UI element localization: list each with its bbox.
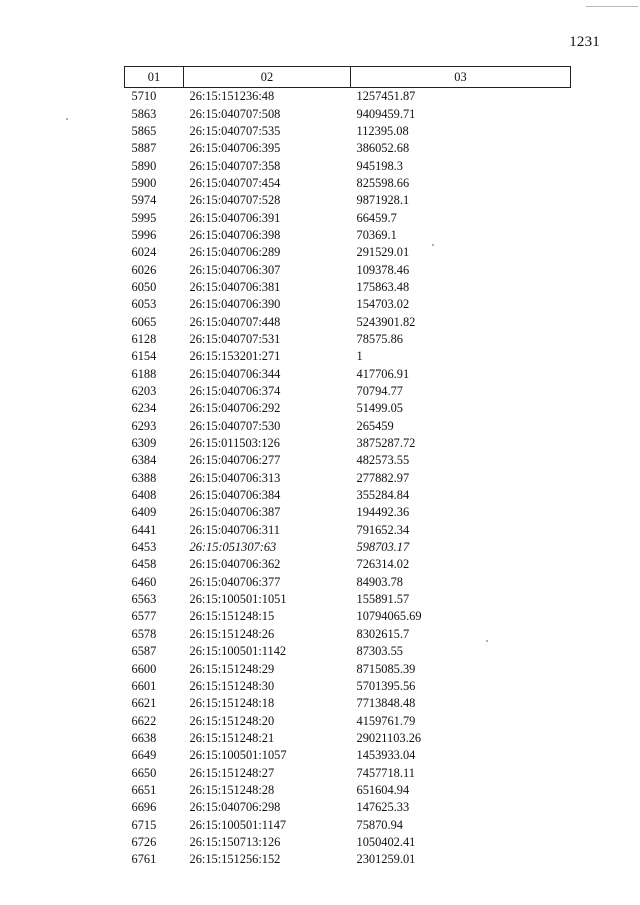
table-row [125, 470, 571, 487]
cell-number: 6409 [131, 505, 157, 520]
cell-cadastral-code: 26:15:150713:126 [189, 834, 281, 849]
cell-number: 6065 [131, 314, 157, 329]
cell-cadastral-code: 26:15:151248:27 [189, 765, 275, 780]
cell-cadastral-code: 26:15:051307:63 [189, 540, 277, 555]
cell-cadastral-code: 26:15:151248:15 [189, 609, 275, 624]
cell-value: 482573.55 [356, 453, 410, 468]
table-row [125, 851, 571, 868]
table-row [125, 730, 571, 747]
cell-cadastral-code: 26:15:100501:1147 [189, 817, 287, 832]
cell-value: 78575.86 [356, 331, 403, 346]
cell-number: 5887 [131, 141, 157, 156]
cell-cadastral-code: 26:15:040706:277 [189, 453, 281, 468]
cell-value: 70369.1 [356, 227, 397, 242]
scan-speck [486, 640, 488, 642]
cell-value: 291529.01 [356, 245, 410, 260]
cell-value: 9409459.71 [356, 106, 416, 121]
cell-number: 6622 [131, 713, 157, 728]
cell-number: 6577 [131, 609, 157, 624]
cell-cadastral-code: 26:15:151248:28 [189, 782, 275, 797]
cell-cadastral-code: 26:15:040707:531 [189, 331, 281, 346]
cell-cadastral-code: 26:15:011503:126 [189, 436, 280, 451]
table-row [125, 192, 571, 209]
table-body [125, 88, 571, 869]
cell-cadastral-code: 26:15:040706:311 [189, 522, 280, 537]
cell-cadastral-code: 26:15:153201:271 [189, 349, 281, 364]
table-row [125, 88, 571, 106]
cell-value: 84903.78 [356, 574, 403, 589]
cell-number: 6458 [131, 557, 157, 572]
table-row [125, 313, 571, 330]
cell-number: 6696 [131, 800, 157, 815]
table-row [125, 556, 571, 573]
cell-number: 5900 [131, 175, 157, 190]
cell-number: 6128 [131, 331, 157, 346]
cell-value: 154703.02 [356, 297, 410, 312]
table-row [125, 695, 571, 712]
table-row [125, 331, 571, 348]
cell-number: 5974 [131, 193, 157, 208]
cell-value: 1050402.41 [356, 834, 416, 849]
table-row [125, 435, 571, 452]
cell-number: 6649 [131, 748, 157, 763]
cell-cadastral-code: 26:15:040706:381 [189, 279, 281, 294]
cell-number: 6761 [131, 852, 157, 867]
cell-number: 6621 [131, 696, 157, 711]
cell-value: 2301259.01 [356, 852, 416, 867]
cell-value: 29021103.26 [356, 730, 422, 745]
cell-cadastral-code: 26:15:151256:152 [189, 852, 281, 867]
table-row [125, 504, 571, 521]
table-row [125, 643, 571, 660]
cell-value: 277882.97 [356, 470, 410, 485]
cell-value: 265459 [356, 418, 394, 433]
cell-cadastral-code: 26:15:100501:1057 [189, 748, 287, 763]
cell-number: 6460 [131, 574, 157, 589]
table-row [125, 608, 571, 625]
table-row [125, 678, 571, 695]
cell-number: 6234 [131, 401, 157, 416]
cell-value: 66459.7 [356, 210, 397, 225]
cell-cadastral-code: 26:15:040707:448 [189, 314, 281, 329]
table-row [125, 539, 571, 556]
cell-number: 6293 [131, 418, 157, 433]
cell-number: 6203 [131, 384, 157, 399]
cell-cadastral-code: 26:15:151248:18 [189, 696, 275, 711]
cell-number: 5995 [131, 210, 157, 225]
cell-cadastral-code: 26:15:040706:390 [189, 297, 281, 312]
table-row [125, 175, 571, 192]
cell-cadastral-code: 26:15:151248:29 [189, 661, 275, 676]
cell-value: 7457718.11 [356, 765, 415, 780]
cell-value: 51499.05 [356, 401, 403, 416]
table-row [125, 660, 571, 677]
table-row [125, 366, 571, 383]
cell-number: 6050 [131, 279, 157, 294]
table-row [125, 105, 571, 122]
cell-value: 1257451.87 [356, 89, 416, 104]
cell-value: 4159761.79 [356, 713, 416, 728]
cell-value: 5243901.82 [356, 314, 416, 329]
cell-number: 6651 [131, 782, 157, 797]
cell-value: 87303.55 [356, 644, 403, 659]
page-number: 1231 [569, 34, 600, 50]
table-row [125, 279, 571, 296]
cell-cadastral-code: 26:15:040706:298 [189, 800, 281, 815]
cell-number: 6578 [131, 626, 157, 641]
table-row [125, 747, 571, 764]
table-row [125, 816, 571, 833]
table-header [125, 67, 571, 88]
table-row [125, 522, 571, 539]
cell-cadastral-code: 26:15:040706:292 [189, 401, 281, 416]
cell-cadastral-code: 26:15:040707:530 [189, 418, 281, 433]
table-row [125, 140, 571, 157]
cell-value: 8302615.7 [356, 626, 410, 641]
cell-number: 6453 [131, 540, 157, 555]
cell-number: 5865 [131, 123, 157, 138]
cell-value: 386052.68 [356, 141, 410, 156]
cell-cadastral-code: 26:15:040706:307 [189, 262, 281, 277]
cell-number: 6388 [131, 470, 157, 485]
cell-number: 6309 [131, 436, 157, 451]
cell-value: 598703.17 [356, 540, 410, 555]
cell-value: 7713848.48 [356, 696, 416, 711]
table-row [125, 487, 571, 504]
cell-cadastral-code: 26:15:151236:48 [189, 89, 275, 104]
table-row [125, 296, 571, 313]
cell-cadastral-code: 26:15:151248:20 [189, 713, 275, 728]
scan-speck [432, 244, 434, 246]
cell-number: 6715 [131, 817, 157, 832]
cell-number: 5710 [131, 89, 157, 104]
cell-number: 6600 [131, 661, 157, 676]
cell-value: 1 [356, 349, 363, 364]
table-row [125, 261, 571, 278]
cell-cadastral-code: 26:15:040706:289 [189, 245, 281, 260]
cell-cadastral-code: 26:15:040707:454 [189, 175, 281, 190]
cell-number: 6441 [131, 522, 157, 537]
cell-number: 6154 [131, 349, 157, 364]
cell-cadastral-code: 26:15:040707:535 [189, 123, 281, 138]
cell-value: 355284.84 [356, 488, 410, 503]
table-row [125, 574, 571, 591]
cell-value: 147625.33 [356, 800, 410, 815]
cell-value: 945198.3 [356, 158, 403, 173]
data-table [124, 66, 571, 868]
cell-value: 651604.94 [356, 782, 410, 797]
cell-number: 6026 [131, 262, 157, 277]
cell-value: 1453933.04 [356, 748, 416, 763]
table-row [125, 764, 571, 781]
cell-number: 6601 [131, 678, 157, 693]
column-header-01: 01 [125, 67, 184, 88]
table-row [125, 799, 571, 816]
cell-cadastral-code: 26:15:040706:362 [189, 557, 281, 572]
cell-value: 10794065.69 [356, 609, 422, 624]
cell-value: 825598.66 [356, 175, 410, 190]
column-header-02: 02 [184, 67, 351, 88]
cell-cadastral-code: 26:15:040706:377 [189, 574, 281, 589]
table-row [125, 418, 571, 435]
table-row [125, 348, 571, 365]
table-row [125, 383, 571, 400]
cell-value: 417706.91 [356, 366, 410, 381]
cell-value: 194492.36 [356, 505, 410, 520]
cell-value: 791652.34 [356, 522, 410, 537]
cell-value: 726314.02 [356, 557, 410, 572]
scan-edge-line [586, 6, 638, 7]
cell-value: 175863.48 [356, 279, 410, 294]
table-row [125, 452, 571, 469]
table-row [125, 209, 571, 226]
table-row [125, 244, 571, 261]
cell-cadastral-code: 26:15:040706:387 [189, 505, 281, 520]
table-row [125, 227, 571, 244]
cell-cadastral-code: 26:15:040706:374 [189, 384, 281, 399]
cell-value: 155891.57 [356, 592, 410, 607]
cell-number: 6408 [131, 488, 157, 503]
cell-number: 5996 [131, 227, 157, 242]
table-row [125, 712, 571, 729]
cell-number: 6563 [131, 592, 157, 607]
cell-value: 9871928.1 [356, 193, 410, 208]
cell-cadastral-code: 26:15:040707:358 [189, 158, 281, 173]
cell-number: 6726 [131, 834, 157, 849]
cell-cadastral-code: 26:15:040706:313 [189, 470, 281, 485]
table-row [125, 782, 571, 799]
cell-cadastral-code: 26:15:100501:1051 [189, 592, 287, 607]
cell-cadastral-code: 26:15:040706:384 [189, 488, 281, 503]
cell-value: 3875287.72 [356, 436, 416, 451]
cell-cadastral-code: 26:15:151248:21 [189, 730, 275, 745]
cell-value: 109378.46 [356, 262, 410, 277]
cell-value: 70794.77 [356, 384, 403, 399]
cell-cadastral-code: 26:15:040706:398 [189, 227, 281, 242]
scan-speck [66, 118, 68, 120]
table-row [125, 834, 571, 851]
table-row [125, 626, 571, 643]
cell-cadastral-code: 26:15:151248:26 [189, 626, 275, 641]
cell-number: 6053 [131, 297, 157, 312]
cell-cadastral-code: 26:15:040706:391 [189, 210, 281, 225]
cell-value: 5701395.56 [356, 678, 416, 693]
cell-cadastral-code: 26:15:040706:344 [189, 366, 281, 381]
cell-cadastral-code: 26:15:040707:528 [189, 193, 281, 208]
cell-number: 6650 [131, 765, 157, 780]
cell-number: 6188 [131, 366, 157, 381]
cell-number: 5890 [131, 158, 157, 173]
cell-cadastral-code: 26:15:151248:30 [189, 678, 275, 693]
cell-number: 6587 [131, 644, 157, 659]
column-header-03: 03 [351, 67, 571, 88]
table-row [125, 400, 571, 417]
table-row [125, 157, 571, 174]
header-row [125, 67, 571, 88]
cell-value: 8715085.39 [356, 661, 416, 676]
cell-value: 112395.08 [356, 123, 409, 138]
table-row [125, 123, 571, 140]
cell-cadastral-code: 26:15:100501:1142 [189, 644, 287, 659]
data-table-container [124, 66, 570, 868]
cell-number: 6024 [131, 245, 157, 260]
cell-number: 6384 [131, 453, 157, 468]
cell-cadastral-code: 26:15:040707:508 [189, 106, 281, 121]
cell-cadastral-code: 26:15:040706:395 [189, 141, 281, 156]
table-row [125, 591, 571, 608]
cell-number: 5863 [131, 106, 157, 121]
cell-value: 75870.94 [356, 817, 403, 832]
cell-number: 6638 [131, 730, 157, 745]
